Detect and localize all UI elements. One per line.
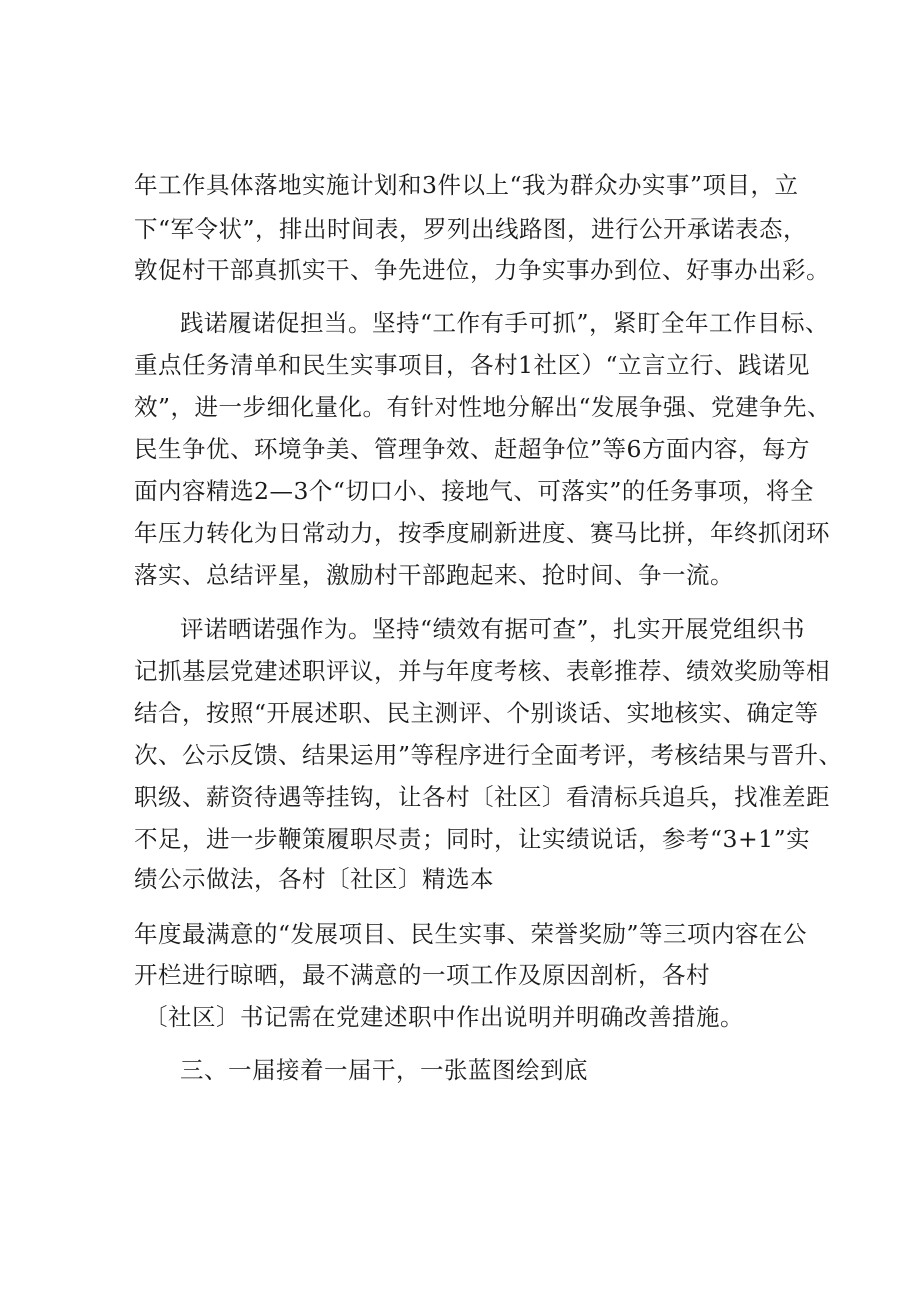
text-line: 敦促村干部真抓实干、争先进位，力争实事办到位、好事办出彩。 [134, 256, 830, 284]
text-line: 次、公示反馈、结果运用”等程序进行全面考评，考核结果与晋升、 [134, 741, 843, 769]
text-line: 落实、总结评星，激励村干部跑起来、抢时间、争一流。 [134, 561, 734, 589]
text-line: 评诺晒诺强作为。坚持“绩效有据可查”，扎实开展党组织书 [180, 615, 806, 643]
section-heading-text: 三、一届接着一届干，一张蓝图绘到底 [180, 1056, 588, 1084]
text-line: 绩公示做法，各村〔社区〕精选本 [134, 865, 494, 893]
text-line: 面内容精选2—3个“切口小、接地气、可落实”的任务事项，将全 [134, 477, 814, 505]
text-line: 开栏进行晾晒，最不满意的一项工作及原因剖析，各村 [134, 961, 710, 989]
text-line: 效”，进一步细化量化。有针对性地分解出“发展争强、党建争先、 [134, 393, 832, 421]
text-line: 践诺履诺促担当。坚持“工作有手可抓”，紧盯全年工作目标、 [180, 309, 830, 337]
text-line: 年压力转化为日常动力，按季度刷新进度、赛马比拼，年终抓闭环 [134, 519, 830, 547]
text-line: 不足，进一步鞭策履职尽责；同时，让实绩说话，参考“3+1”实 [134, 825, 811, 853]
text-line: 〔社区〕书记需在党建述职中作出说明并明确改善措施。 [144, 1003, 744, 1031]
text-line: 年工作具体落地实施计划和3件以上“我为群众办实事”项目，立 [134, 171, 799, 199]
text-line: 职级、薪资待遇等挂钩，让各村〔社区〕看清标兵追兵，找准差距 [134, 783, 830, 811]
text-line: 下“军令状”，排出时间表，罗列出线路图，进行公开承诺表态， [134, 215, 808, 243]
text-line: 民生争优、环境争美、管理争效、赶超争位”等6方面内容，每方 [134, 435, 810, 463]
text-line: 结合，按照“开展述职、民主测评、个别谈话、实地核实、确定等 [134, 699, 819, 727]
text-line: 记抓基层党建述职评议，并与年度考核、表彰推荐、绩效奖励等相 [134, 657, 830, 685]
text-line: 重点任务清单和民生实事项目，各村1社区）“立言立行、践诺见 [134, 351, 810, 379]
text-line: 年度最满意的“发展项目、民生实事、荣誉奖励”等三项内容在公 [134, 920, 808, 948]
